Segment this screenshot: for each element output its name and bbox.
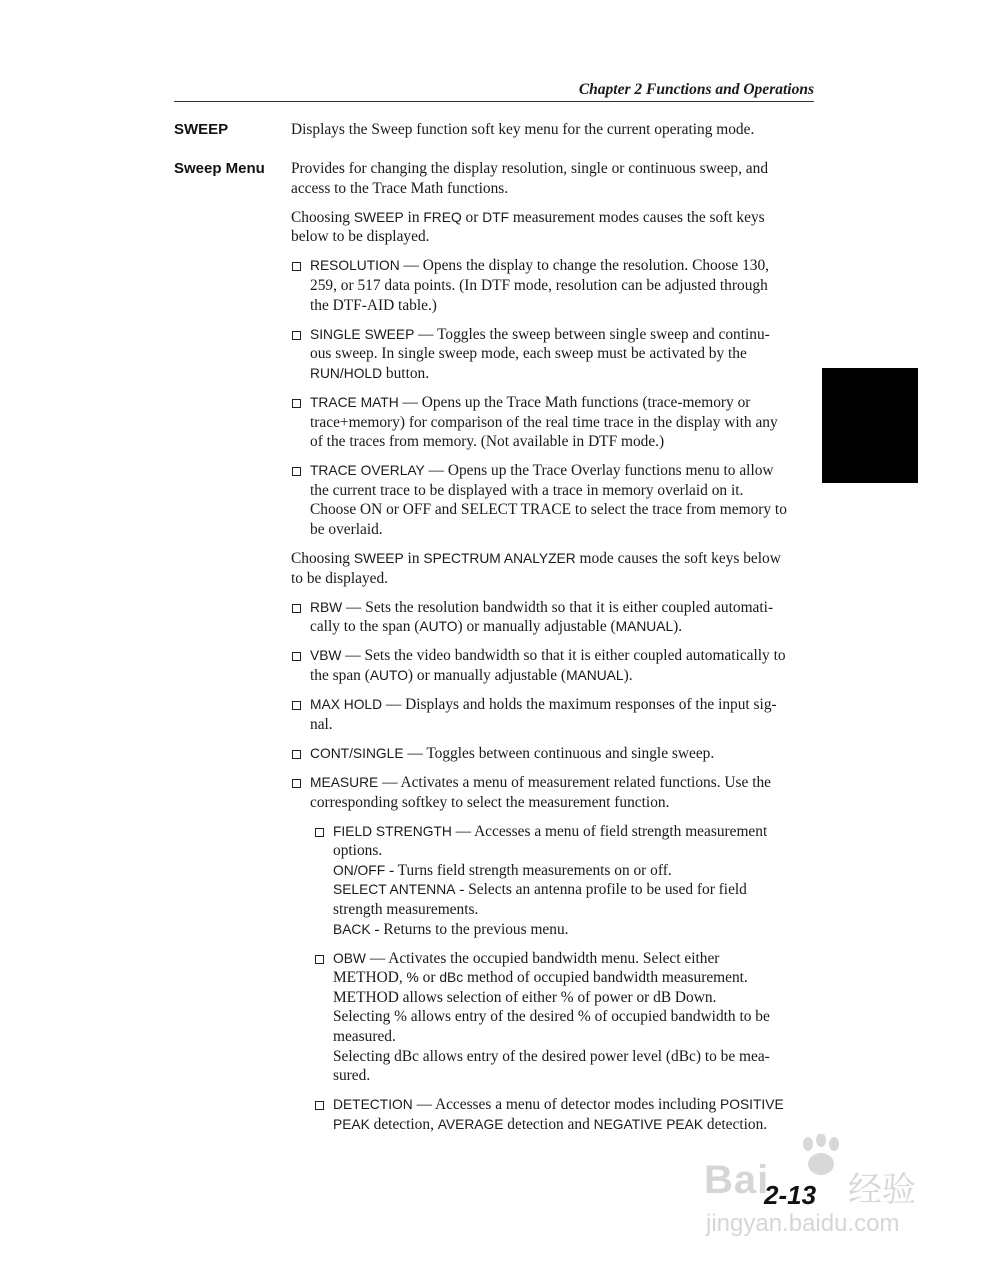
checkbox-bullet-icon xyxy=(292,779,301,788)
paw-icon xyxy=(796,1134,846,1178)
checkbox-bullet-icon xyxy=(292,750,301,759)
sweep-description: Displays the Sweep function soft key menu for the current operating mode. xyxy=(291,121,755,138)
sweep-menu-body xyxy=(291,159,813,1144)
checkbox-bullet-icon xyxy=(315,955,324,964)
term-sweep-menu: Sweep Menu xyxy=(174,160,265,177)
sub-item-obw: OBW — Activates the occupied bandwidth menu. Select either METHOD, % or dBc method of occupied bandwidth measurement. METHOD allows selection of either % of power or dB Down. Selecting % allows entry of the desired % of occupied bandwidth to be measured. Selecting dBc allows entry of the desired power level (dBc) to be mea- sured. xyxy=(314,949,813,1086)
checkbox-bullet-icon xyxy=(292,467,301,476)
term-sweep: SWEEP xyxy=(174,121,229,138)
watermark-logo-text: Bai xyxy=(704,1158,770,1202)
sub-item-field-strength: FIELD STRENGTH — Accesses a menu of field strength measurement options. ON/OFF - Turns field strength measurements on or off. SELECT ANTENNA - Selects an antenna profile to be used for field strength measurements. BACK - Returns to the previous menu. xyxy=(314,822,813,940)
list-item-resolution: RESOLUTION — Opens the display to change the resolution. Choose 130, 259, or 517 data points. (In DTF mode, resolution can be adjusted through the DTF-AID table.) xyxy=(291,256,813,315)
watermark-url: jingyan.baidu.com xyxy=(706,1210,900,1237)
watermark-cn-text: 经验 xyxy=(848,1170,916,1210)
choosing-spectrum-paragraph: Choosing SWEEP in SPECTRUM ANALYZER mode causes the soft keys below to be displayed. xyxy=(291,550,781,587)
sub-item-detection: DETECTION — Accesses a menu of detector modes including POSITIVE PEAK detection, AVERAGE detection and NEGATIVE PEAK detection. xyxy=(314,1095,813,1134)
header-rule xyxy=(174,101,814,102)
checkbox-bullet-icon xyxy=(315,828,324,837)
list-item-measure: MEASURE — Activates a menu of measurement related functions. Use the corresponding softkey to select the measurement function. xyxy=(291,773,813,812)
baidu-watermark xyxy=(700,1132,940,1242)
checkbox-bullet-icon xyxy=(292,652,301,661)
checkbox-bullet-icon xyxy=(315,1101,324,1110)
list-item-trace-math: TRACE MATH — Opens up the Trace Math functions (trace-memory or trace+memory) for comparison of the real time trace in the display with any of the traces from memory. (Not available in DTF mode.) xyxy=(291,393,813,452)
list-item-single-sweep: SINGLE SWEEP — Toggles the sweep between single sweep and continu- ous sweep. In single sweep mode, each sweep must be activated by the RUN/HOLD button. xyxy=(291,325,813,384)
list-item-max-hold: MAX HOLD — Displays and holds the maximum responses of the input sig- nal. xyxy=(291,695,813,734)
list-item-trace-overlay: TRACE OVERLAY — Opens up the Trace Overlay functions menu to allow the current trace to be displayed with a trace in memory overlaid on it. Choose ON or OFF and SELECT TRACE to select the trace from memory to be overlaid. xyxy=(291,461,813,539)
checkbox-bullet-icon xyxy=(292,701,301,710)
checkbox-bullet-icon xyxy=(292,331,301,340)
choosing-freq-dtf-paragraph: Choosing SWEEP in FREQ or DTF measurement modes causes the soft keys below to be displayed. xyxy=(291,208,765,246)
sweep-menu-intro: Provides for changing the display resolution, single or continuous sweep, and access to the Trace Math functions. xyxy=(291,160,769,197)
list-item-rbw: RBW — Sets the resolution bandwidth so that it is either coupled automati- cally to the span (AUTO) or manually adjustable (MANUAL). xyxy=(291,598,813,637)
list-item-vbw: VBW — Sets the video bandwidth so that it is either coupled automatically to the span (AUTO) or manually adjustable (MANUAL). xyxy=(291,646,813,685)
chapter-tab-marker xyxy=(822,368,918,483)
checkbox-bullet-icon xyxy=(292,262,301,271)
checkbox-bullet-icon xyxy=(292,399,301,408)
chapter-header: Chapter 2 Functions and Operations xyxy=(578,81,814,98)
checkbox-bullet-icon xyxy=(292,604,301,613)
page-number: 2-13 xyxy=(764,1180,817,1210)
list-item-cont-single: CONT/SINGLE — Toggles between continuous and single sweep. xyxy=(291,744,813,764)
